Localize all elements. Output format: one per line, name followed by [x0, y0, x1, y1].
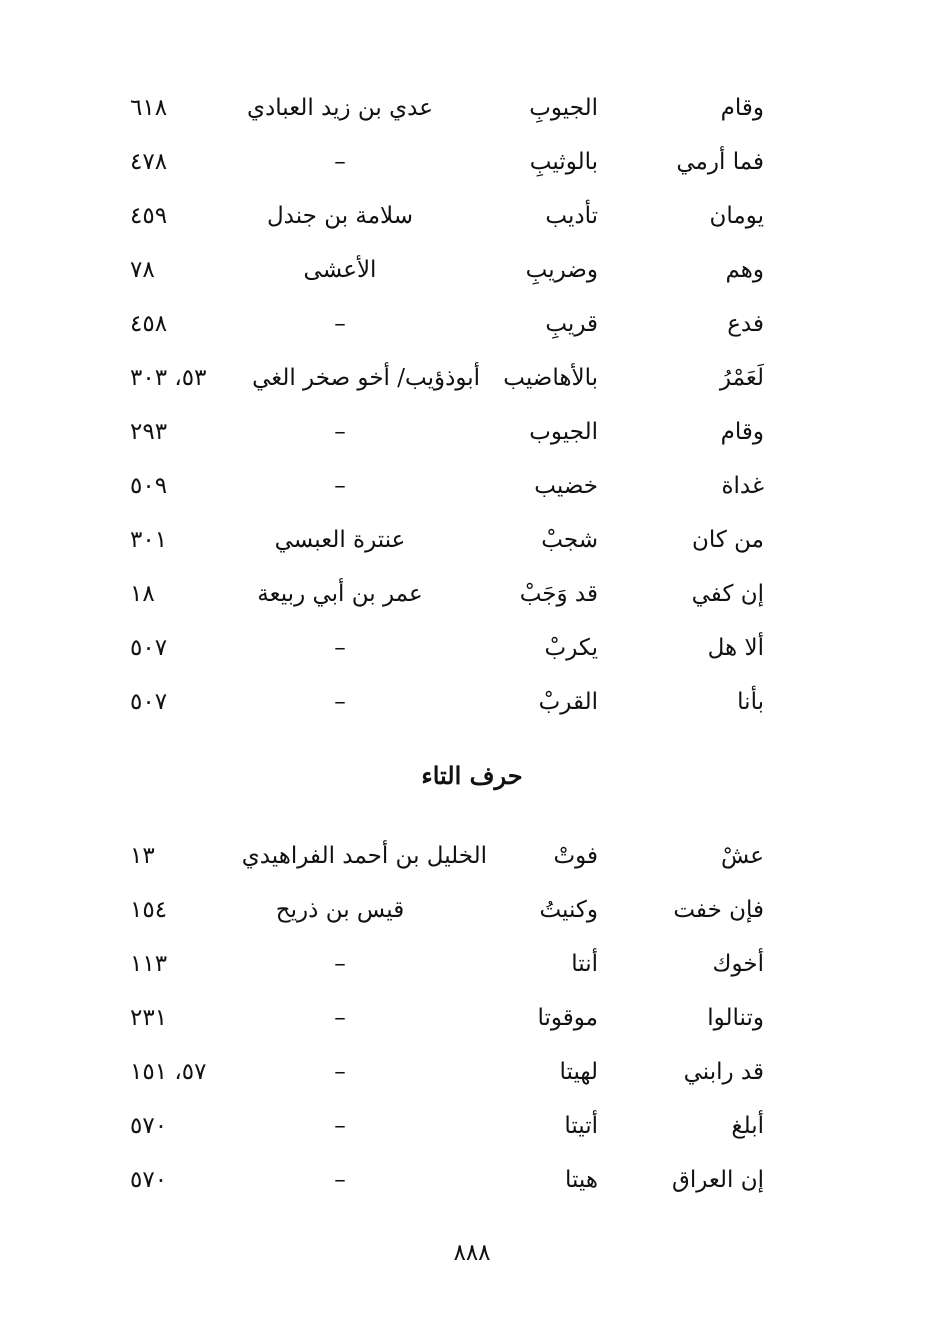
first-word: وقام — [720, 95, 764, 121]
page-reference: ٢٣١ — [130, 1005, 168, 1031]
poet-name: عدي بن زيد العبادي — [247, 95, 433, 121]
poet-name: – — [334, 311, 346, 337]
poet-name: – — [334, 1005, 346, 1031]
table-row — [0, 1106, 944, 1146]
page-reference: ٢٩٣ — [130, 419, 168, 445]
first-word: أبلغ — [731, 1113, 764, 1139]
first-word: غداة — [721, 473, 764, 499]
poet-name: قيس بن ذريح — [275, 897, 405, 923]
first-word: إن العراق — [671, 1167, 764, 1193]
table-row — [0, 682, 944, 722]
page-reference: ٥٧، ١٥١ — [130, 1059, 207, 1085]
page-reference: ١١٣ — [130, 951, 168, 977]
table-row — [0, 358, 944, 398]
rhyme-word: موقوتا — [537, 1005, 598, 1031]
poet-name: – — [334, 1167, 346, 1193]
table-row — [0, 998, 944, 1038]
page-reference: ٥٣، ٣٠٣ — [130, 365, 207, 391]
rhyme-word: خضيب — [534, 473, 598, 499]
first-word: فدع — [727, 311, 764, 337]
first-word: من كان — [692, 527, 764, 553]
table-row — [0, 1052, 944, 1092]
poet-name: – — [334, 1113, 346, 1139]
table-row — [0, 574, 944, 614]
rhyme-word: قد وَجَبْ — [519, 581, 598, 607]
page-reference: ٤٧٨ — [130, 149, 168, 175]
page-reference: ٥٠٧ — [130, 689, 168, 715]
rhyme-word: لهيتا — [559, 1059, 598, 1085]
rhyme-word: وضريبِ — [525, 257, 598, 283]
rhyme-word: شجبْ — [541, 527, 598, 553]
page-reference: ٧٨ — [130, 257, 155, 283]
poet-name: الخليل بن أحمد الفراهيدي — [241, 843, 487, 869]
rhyme-word: القربْ — [538, 689, 598, 715]
page-reference: ٥٠٧ — [130, 635, 168, 661]
page-reference: ١٥٤ — [130, 897, 168, 923]
first-word: وقام — [720, 419, 764, 445]
table-row — [0, 944, 944, 984]
rhyme-word: بالأهاضيب — [503, 365, 598, 391]
poet-name: الأعشى — [303, 257, 377, 283]
first-word: بأنا — [737, 689, 764, 715]
table-row — [0, 628, 944, 668]
page-reference: ١٨ — [130, 581, 155, 607]
rhyme-word: هيتا — [564, 1167, 598, 1193]
poet-name: عمر بن أبي ربيعة — [257, 581, 423, 607]
table-row — [0, 250, 944, 290]
table-row — [0, 412, 944, 452]
page-reference: ١٣ — [130, 843, 155, 869]
rhyme-word: الجيوب — [529, 419, 598, 445]
poet-name: أبوذؤيب/ أخو صخر الغي — [252, 365, 480, 391]
first-word: وتنالوا — [707, 1005, 764, 1031]
table-row — [0, 142, 944, 182]
page-reference: ٣٠١ — [130, 527, 168, 553]
first-word: عشْ — [720, 843, 764, 869]
poet-name: – — [334, 149, 346, 175]
table-row — [0, 520, 944, 560]
rhyme-word: وكنيتُ — [539, 897, 598, 923]
rhyme-word: بالوثيبِ — [529, 149, 598, 175]
first-word: يومان — [709, 203, 764, 229]
first-word: أخوك — [712, 951, 764, 977]
table-row — [0, 466, 944, 506]
rhyme-word: قريبِ — [545, 311, 598, 337]
first-word: إن كفي — [691, 581, 764, 607]
first-word: قد رابني — [683, 1059, 764, 1085]
first-word: وهم — [725, 257, 764, 283]
table-row — [0, 304, 944, 344]
poet-name: – — [334, 473, 346, 499]
poet-name: – — [334, 419, 346, 445]
page-reference: ٦١٨ — [130, 95, 168, 121]
page-number: ٨٨٨ — [453, 1240, 491, 1266]
table-row — [0, 836, 944, 876]
section-heading: حرف التاء — [421, 761, 523, 790]
page-reference: ٥٧٠ — [130, 1167, 168, 1193]
first-word: لَعَمْرُ — [719, 365, 764, 391]
table-row — [0, 890, 944, 930]
rhyme-word: أنتا — [571, 951, 598, 977]
table-row — [0, 196, 944, 236]
first-word: فما أرمي — [676, 149, 764, 175]
rhyme-word: فوتْ — [553, 843, 598, 869]
table-row — [0, 1160, 944, 1200]
poet-name: سلامة بن جندل — [266, 203, 414, 229]
rhyme-word: تأديب — [545, 203, 598, 229]
page-reference: ٥٧٠ — [130, 1113, 168, 1139]
rhyme-word: يكربْ — [544, 635, 598, 661]
rhyme-word: أتيتا — [564, 1113, 598, 1139]
poet-name: – — [334, 951, 346, 977]
poet-name: – — [334, 1059, 346, 1085]
rhyme-word: الجيوبِ — [529, 95, 598, 121]
poet-name: عنترة العبسي — [274, 527, 406, 553]
poet-name: – — [334, 635, 346, 661]
page-reference: ٤٥٨ — [130, 311, 168, 337]
page-reference: ٥٠٩ — [130, 473, 168, 499]
first-word: ألا هل — [707, 635, 764, 661]
poet-name: – — [334, 689, 346, 715]
page-reference: ٤٥٩ — [130, 203, 168, 229]
first-word: فإن خفت — [673, 897, 764, 923]
table-row — [0, 88, 944, 128]
